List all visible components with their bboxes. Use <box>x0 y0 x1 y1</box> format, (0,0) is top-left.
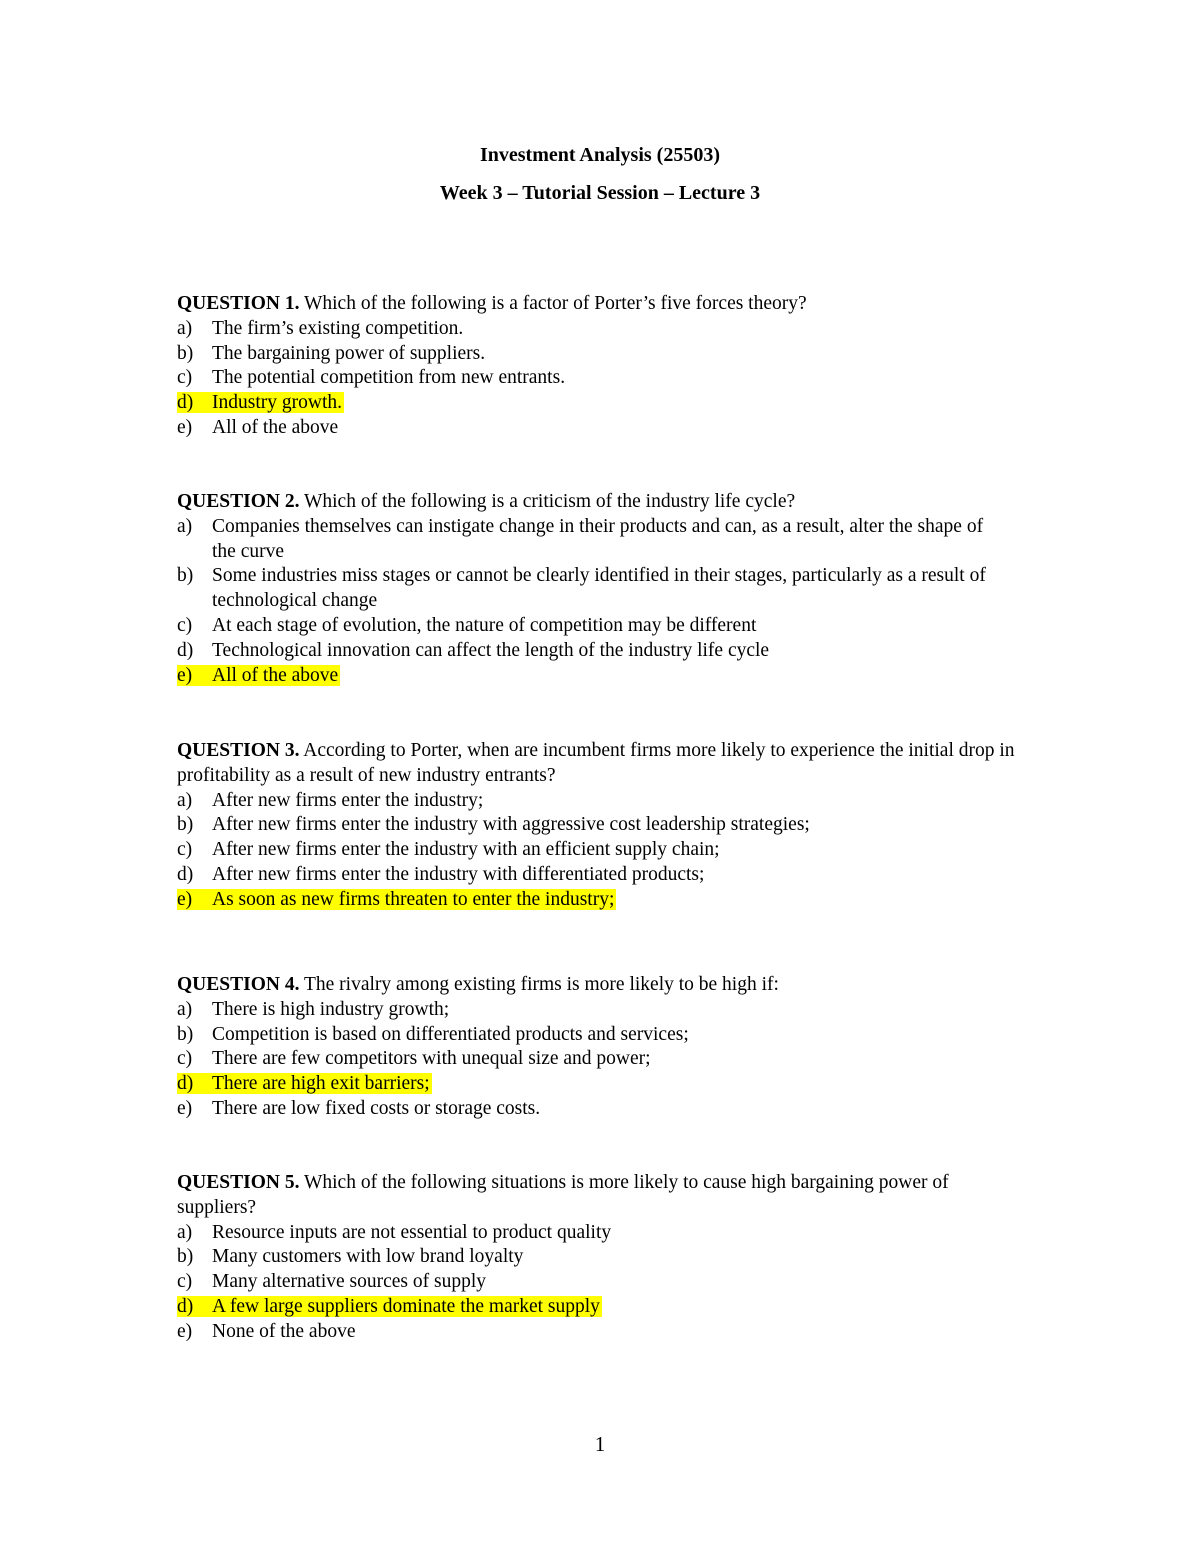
question-stem <box>177 292 1027 317</box>
option-text: The firm’s existing competition. <box>212 317 464 339</box>
option-text: There are few competitors with unequal size and power; <box>212 1048 651 1070</box>
question-label: QUESTION 4. <box>177 974 300 995</box>
question-label: QUESTION 2. <box>177 491 300 512</box>
option-text: A few large suppliers dominate the market supply <box>212 1295 600 1317</box>
answer-highlight <box>177 889 616 910</box>
option-letter: b) <box>177 1246 194 1268</box>
answer-option <box>177 564 1027 614</box>
option-letter: d) <box>177 863 194 885</box>
option-text: None of the above <box>212 1320 356 1342</box>
question-2 <box>177 490 1027 688</box>
option-text: Technological innovation can affect the length of the industry life cycle <box>212 639 770 661</box>
answer-option <box>177 416 1027 441</box>
answer-option <box>177 1270 1027 1295</box>
answer-option <box>177 614 1027 639</box>
question-stem <box>177 973 1027 998</box>
option-text: After new firms enter the industry; <box>212 789 484 811</box>
option-text: Many alternative sources of supply <box>212 1271 487 1293</box>
answer-option <box>177 317 1027 342</box>
answer-option-highlighted <box>177 391 1027 416</box>
question-text: Which of the following is a factor of Porter’s five forces theory? <box>299 293 807 314</box>
document-subtitle: Week 3 – Tutorial Session – Lecture 3 <box>439 182 761 204</box>
answer-highlight <box>177 1296 602 1317</box>
answer-option <box>177 366 1027 391</box>
answer-option <box>177 515 1027 565</box>
option-letter: c) <box>177 367 193 389</box>
question-text: Which of the following situations is more likely to cause high bargaining power of suppliers? <box>177 1172 949 1218</box>
option-letter: b) <box>177 565 194 587</box>
option-text: There are low fixed costs or storage costs. <box>212 1097 541 1119</box>
option-letter: e) <box>177 1320 193 1342</box>
option-text: There are high exit barriers; <box>212 1073 430 1095</box>
question-1 <box>177 292 1027 441</box>
answer-option <box>177 838 1027 863</box>
option-text: After new firms enter the industry with an efficient supply chain; <box>212 839 720 861</box>
option-letter: c) <box>177 1271 193 1293</box>
option-text: Companies themselves can instigate change in their products and can, as a result, alter the shape of the curve <box>212 515 984 562</box>
option-letter: a) <box>177 998 193 1020</box>
option-letter: b) <box>177 814 194 836</box>
option-text: Competition is based on differentiated products and services; <box>212 1023 689 1045</box>
page-number: 1 <box>594 1432 606 1456</box>
option-letter: a) <box>177 1221 193 1243</box>
question-text: The rivalry among existing firms is more likely to be high if: <box>299 974 779 995</box>
option-letter: a) <box>177 515 193 537</box>
question-text: Which of the following is a criticism of the industry life cycle? <box>299 491 796 512</box>
answer-highlight <box>177 1073 432 1094</box>
question-text: According to Porter, when are incumbent firms more likely to experience the initial drop in profitability as a result of new industry entrants? <box>177 740 1015 786</box>
option-text: At each stage of evolution, the nature of competition may be different <box>212 614 757 636</box>
option-text: Some industries miss stages or cannot be clearly identified in their stages, particularly as a result of technological change <box>212 565 986 612</box>
answer-option <box>177 998 1027 1023</box>
option-letter: c) <box>177 614 193 636</box>
option-letter: c) <box>177 839 193 861</box>
option-letter: e) <box>177 416 193 438</box>
answer-option <box>177 789 1027 814</box>
question-label: QUESTION 1. <box>177 293 300 314</box>
question-5 <box>177 1171 1027 1345</box>
option-letter: b) <box>177 342 194 364</box>
option-letter: e) <box>177 664 193 686</box>
option-text: The potential competition from new entrants. <box>212 367 566 389</box>
question-label: QUESTION 5. <box>177 1172 300 1193</box>
answer-option <box>177 639 1027 664</box>
option-letter: c) <box>177 1048 193 1070</box>
option-letter: d) <box>177 1073 194 1095</box>
option-text: Many customers with low brand loyalty <box>212 1246 524 1268</box>
question-3 <box>177 739 1027 913</box>
answer-option <box>177 813 1027 838</box>
option-text: All of the above <box>212 664 339 686</box>
option-letter: e) <box>177 1097 193 1119</box>
option-letter: d) <box>177 639 194 661</box>
option-letter: b) <box>177 1023 194 1045</box>
answer-option <box>177 1023 1027 1048</box>
answer-option-highlighted <box>177 1072 1027 1097</box>
answer-highlight <box>177 392 344 413</box>
answer-option <box>177 1097 1027 1122</box>
option-text: After new firms enter the industry with aggressive cost leadership strategies; <box>212 814 810 836</box>
question-4 <box>177 973 1027 1122</box>
option-text: There is high industry growth; <box>212 998 450 1020</box>
answer-option <box>177 1221 1027 1246</box>
option-text: All of the above <box>212 416 339 438</box>
answer-option <box>177 1245 1027 1270</box>
question-stem <box>177 739 1017 789</box>
answer-option <box>177 1047 1027 1072</box>
option-letter: d) <box>177 1295 194 1317</box>
option-text: The bargaining power of suppliers. <box>212 342 486 364</box>
answer-option <box>177 863 1027 888</box>
answer-highlight <box>177 665 340 686</box>
question-label: QUESTION 3. <box>177 740 300 761</box>
option-letter: a) <box>177 317 193 339</box>
question-stem <box>177 1171 1017 1221</box>
answer-option-highlighted <box>177 1295 1027 1320</box>
option-text: After new firms enter the industry with differentiated products; <box>212 863 705 885</box>
document-title: Investment Analysis (25503) <box>479 144 720 166</box>
question-stem <box>177 490 1027 515</box>
option-text: Industry growth. <box>212 392 342 414</box>
answer-option <box>177 342 1027 367</box>
answer-option-highlighted <box>177 664 1027 689</box>
option-letter: e) <box>177 888 193 910</box>
option-text: As soon as new firms threaten to enter the industry; <box>212 888 615 910</box>
answer-option <box>177 1320 1027 1345</box>
answer-option-highlighted <box>177 888 1027 913</box>
option-letter: d) <box>177 392 194 414</box>
option-letter: a) <box>177 789 193 811</box>
option-text: Resource inputs are not essential to product quality <box>212 1221 612 1243</box>
